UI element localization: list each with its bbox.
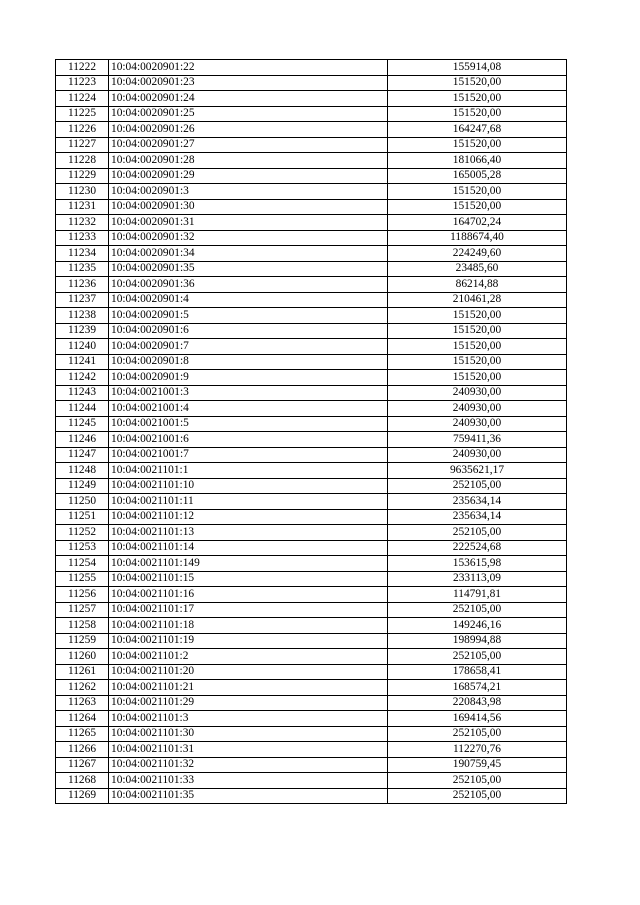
- table-row: [56, 416, 567, 432]
- row-number-cell: 11229: [56, 168, 109, 184]
- row-number-cell: 11264: [56, 711, 109, 727]
- table-row: [56, 106, 567, 122]
- amount-cell: 222524,68: [388, 540, 567, 556]
- amount-cell: 252105,00: [388, 788, 567, 804]
- table-row: [56, 773, 567, 789]
- table-row: [56, 199, 567, 215]
- cadastral-number-cell: 10:04:0021101:29: [109, 695, 388, 711]
- row-number-cell: 11252: [56, 525, 109, 541]
- cadastral-number-cell: 10:04:0021101:149: [109, 556, 388, 572]
- cadastral-number-cell: 10:04:0021101:3: [109, 711, 388, 727]
- cadastral-number-cell: 10:04:0020901:31: [109, 215, 388, 231]
- row-number-cell: 11222: [56, 60, 109, 76]
- row-number-cell: 11225: [56, 106, 109, 122]
- table-row: [56, 680, 567, 696]
- amount-cell: 151520,00: [388, 91, 567, 107]
- amount-cell: 235634,14: [388, 509, 567, 525]
- row-number-cell: 11263: [56, 695, 109, 711]
- amount-cell: 252105,00: [388, 726, 567, 742]
- table-row: [56, 726, 567, 742]
- cadastral-number-cell: 10:04:0021001:6: [109, 432, 388, 448]
- table-row: [56, 447, 567, 463]
- table-row: [56, 432, 567, 448]
- cadastral-number-cell: 10:04:0021101:30: [109, 726, 388, 742]
- row-number-cell: 11239: [56, 323, 109, 339]
- row-number-cell: 11249: [56, 478, 109, 494]
- table-row: [56, 711, 567, 727]
- cadastral-number-cell: 10:04:0020901:25: [109, 106, 388, 122]
- amount-cell: 252105,00: [388, 602, 567, 618]
- amount-cell: 151520,00: [388, 354, 567, 370]
- amount-cell: 112270,76: [388, 742, 567, 758]
- table-row: [56, 153, 567, 169]
- cadastral-number-cell: 10:04:0020901:23: [109, 75, 388, 91]
- row-number-cell: 11241: [56, 354, 109, 370]
- row-number-cell: 11259: [56, 633, 109, 649]
- cadastral-number-cell: 10:04:0021101:19: [109, 633, 388, 649]
- table-row: [56, 602, 567, 618]
- amount-cell: 168574,21: [388, 680, 567, 696]
- table-row: [56, 509, 567, 525]
- table-row: [56, 757, 567, 773]
- row-number-cell: 11269: [56, 788, 109, 804]
- amount-cell: 1188674,40: [388, 230, 567, 246]
- amount-cell: 151520,00: [388, 370, 567, 386]
- amount-cell: 151520,00: [388, 339, 567, 355]
- amount-cell: 181066,40: [388, 153, 567, 169]
- row-number-cell: 11228: [56, 153, 109, 169]
- amount-cell: 190759,45: [388, 757, 567, 773]
- table-row: [56, 261, 567, 277]
- row-number-cell: 11256: [56, 587, 109, 603]
- table-row: [56, 587, 567, 603]
- cadastral-number-cell: 10:04:0021101:17: [109, 602, 388, 618]
- cadastral-number-cell: 10:04:0021101:16: [109, 587, 388, 603]
- data-table: [55, 59, 567, 804]
- amount-cell: 151520,00: [388, 184, 567, 200]
- table-row: [56, 494, 567, 510]
- cadastral-number-cell: 10:04:0021101:31: [109, 742, 388, 758]
- amount-cell: 164247,68: [388, 122, 567, 138]
- cadastral-number-cell: 10:04:0020901:27: [109, 137, 388, 153]
- table-row: [56, 525, 567, 541]
- amount-cell: 151520,00: [388, 323, 567, 339]
- amount-cell: 164702,24: [388, 215, 567, 231]
- table-row: [56, 385, 567, 401]
- amount-cell: 151520,00: [388, 106, 567, 122]
- row-number-cell: 11267: [56, 757, 109, 773]
- table-row: [56, 230, 567, 246]
- row-number-cell: 11238: [56, 308, 109, 324]
- amount-cell: 224249,60: [388, 246, 567, 262]
- table-row: [56, 556, 567, 572]
- cadastral-number-cell: 10:04:0021101:15: [109, 571, 388, 587]
- row-number-cell: 11235: [56, 261, 109, 277]
- amount-cell: 86214,88: [388, 277, 567, 293]
- table-row: [56, 323, 567, 339]
- amount-cell: 151520,00: [388, 75, 567, 91]
- table-row: [56, 215, 567, 231]
- amount-cell: 114791,81: [388, 587, 567, 603]
- table-row: [56, 540, 567, 556]
- row-number-cell: 11231: [56, 199, 109, 215]
- row-number-cell: 11223: [56, 75, 109, 91]
- row-number-cell: 11234: [56, 246, 109, 262]
- table-row: [56, 277, 567, 293]
- amount-cell: 198994,88: [388, 633, 567, 649]
- amount-cell: 151520,00: [388, 199, 567, 215]
- cadastral-number-cell: 10:04:0020901:4: [109, 292, 388, 308]
- amount-cell: 240930,00: [388, 447, 567, 463]
- cadastral-number-cell: 10:04:0021001:7: [109, 447, 388, 463]
- cadastral-number-cell: 10:04:0021101:12: [109, 509, 388, 525]
- cadastral-number-cell: 10:04:0020901:28: [109, 153, 388, 169]
- cadastral-number-cell: 10:04:0020901:30: [109, 199, 388, 215]
- amount-cell: 252105,00: [388, 525, 567, 541]
- amount-cell: 169414,56: [388, 711, 567, 727]
- row-number-cell: 11265: [56, 726, 109, 742]
- table-row: [56, 401, 567, 417]
- cadastral-number-cell: 10:04:0020901:24: [109, 91, 388, 107]
- row-number-cell: 11261: [56, 664, 109, 680]
- table-row: [56, 633, 567, 649]
- cadastral-number-cell: 10:04:0021101:32: [109, 757, 388, 773]
- row-number-cell: 11257: [56, 602, 109, 618]
- table-row: [56, 478, 567, 494]
- cadastral-number-cell: 10:04:0020901:3: [109, 184, 388, 200]
- table-row: [56, 168, 567, 184]
- row-number-cell: 11245: [56, 416, 109, 432]
- amount-cell: 252105,00: [388, 478, 567, 494]
- amount-cell: 155914,08: [388, 60, 567, 76]
- cadastral-number-cell: 10:04:0021101:33: [109, 773, 388, 789]
- row-number-cell: 11266: [56, 742, 109, 758]
- row-number-cell: 11262: [56, 680, 109, 696]
- cadastral-number-cell: 10:04:0020901:6: [109, 323, 388, 339]
- row-number-cell: 11243: [56, 385, 109, 401]
- table-row: [56, 292, 567, 308]
- row-number-cell: 11240: [56, 339, 109, 355]
- cadastral-number-cell: 10:04:0021001:5: [109, 416, 388, 432]
- cadastral-number-cell: 10:04:0021101:1: [109, 463, 388, 479]
- table-row: [56, 91, 567, 107]
- table-row: [56, 649, 567, 665]
- row-number-cell: 11253: [56, 540, 109, 556]
- cadastral-number-cell: 10:04:0020901:8: [109, 354, 388, 370]
- cadastral-number-cell: 10:04:0021001:3: [109, 385, 388, 401]
- row-number-cell: 11236: [56, 277, 109, 293]
- amount-cell: 9635621,17: [388, 463, 567, 479]
- amount-cell: 149246,16: [388, 618, 567, 634]
- cadastral-number-cell: 10:04:0021101:10: [109, 478, 388, 494]
- cadastral-number-cell: 10:04:0021101:35: [109, 788, 388, 804]
- row-number-cell: 11246: [56, 432, 109, 448]
- table-row: [56, 246, 567, 262]
- row-number-cell: 11258: [56, 618, 109, 634]
- table-row: [56, 370, 567, 386]
- amount-cell: 165005,28: [388, 168, 567, 184]
- table-row: [56, 788, 567, 804]
- cadastral-number-cell: 10:04:0020901:26: [109, 122, 388, 138]
- amount-cell: 23485,60: [388, 261, 567, 277]
- cadastral-number-cell: 10:04:0020901:34: [109, 246, 388, 262]
- row-number-cell: 11255: [56, 571, 109, 587]
- cadastral-number-cell: 10:04:0020901:22: [109, 60, 388, 76]
- row-number-cell: 11260: [56, 649, 109, 665]
- amount-cell: 252105,00: [388, 773, 567, 789]
- table-row: [56, 339, 567, 355]
- amount-cell: 151520,00: [388, 308, 567, 324]
- row-number-cell: 11230: [56, 184, 109, 200]
- amount-cell: 178658,41: [388, 664, 567, 680]
- cadastral-number-cell: 10:04:0020901:29: [109, 168, 388, 184]
- table-row: [56, 354, 567, 370]
- cadastral-number-cell: 10:04:0021101:20: [109, 664, 388, 680]
- row-number-cell: 11268: [56, 773, 109, 789]
- amount-cell: 220843,98: [388, 695, 567, 711]
- row-number-cell: 11227: [56, 137, 109, 153]
- table-row: [56, 742, 567, 758]
- cadastral-number-cell: 10:04:0020901:36: [109, 277, 388, 293]
- table-body: [56, 60, 567, 804]
- table-row: [56, 75, 567, 91]
- amount-cell: 235634,14: [388, 494, 567, 510]
- table-row: [56, 122, 567, 138]
- row-number-cell: 11226: [56, 122, 109, 138]
- cadastral-number-cell: 10:04:0021101:18: [109, 618, 388, 634]
- amount-cell: 252105,00: [388, 649, 567, 665]
- cadastral-number-cell: 10:04:0020901:7: [109, 339, 388, 355]
- cadastral-number-cell: 10:04:0021101:13: [109, 525, 388, 541]
- cadastral-number-cell: 10:04:0021101:21: [109, 680, 388, 696]
- table-row: [56, 695, 567, 711]
- row-number-cell: 11247: [56, 447, 109, 463]
- row-number-cell: 11248: [56, 463, 109, 479]
- cadastral-number-cell: 10:04:0020901:32: [109, 230, 388, 246]
- table-row: [56, 60, 567, 76]
- amount-cell: 240930,00: [388, 401, 567, 417]
- row-number-cell: 11251: [56, 509, 109, 525]
- amount-cell: 151520,00: [388, 137, 567, 153]
- cadastral-number-cell: 10:04:0021101:14: [109, 540, 388, 556]
- cadastral-number-cell: 10:04:0020901:5: [109, 308, 388, 324]
- amount-cell: 240930,00: [388, 416, 567, 432]
- cadastral-number-cell: 10:04:0020901:35: [109, 261, 388, 277]
- row-number-cell: 11224: [56, 91, 109, 107]
- table-row: [56, 184, 567, 200]
- amount-cell: 759411,36: [388, 432, 567, 448]
- table-row: [56, 571, 567, 587]
- table-row: [56, 308, 567, 324]
- amount-cell: 153615,98: [388, 556, 567, 572]
- row-number-cell: 11237: [56, 292, 109, 308]
- cadastral-number-cell: 10:04:0020901:9: [109, 370, 388, 386]
- cadastral-number-cell: 10:04:0021001:4: [109, 401, 388, 417]
- table-row: [56, 664, 567, 680]
- row-number-cell: 11232: [56, 215, 109, 231]
- cadastral-number-cell: 10:04:0021101:2: [109, 649, 388, 665]
- row-number-cell: 11242: [56, 370, 109, 386]
- amount-cell: 240930,00: [388, 385, 567, 401]
- table-row: [56, 618, 567, 634]
- row-number-cell: 11254: [56, 556, 109, 572]
- amount-cell: 210461,28: [388, 292, 567, 308]
- row-number-cell: 11250: [56, 494, 109, 510]
- table-row: [56, 463, 567, 479]
- row-number-cell: 11233: [56, 230, 109, 246]
- cadastral-number-cell: 10:04:0021101:11: [109, 494, 388, 510]
- amount-cell: 233113,09: [388, 571, 567, 587]
- row-number-cell: 11244: [56, 401, 109, 417]
- table-row: [56, 137, 567, 153]
